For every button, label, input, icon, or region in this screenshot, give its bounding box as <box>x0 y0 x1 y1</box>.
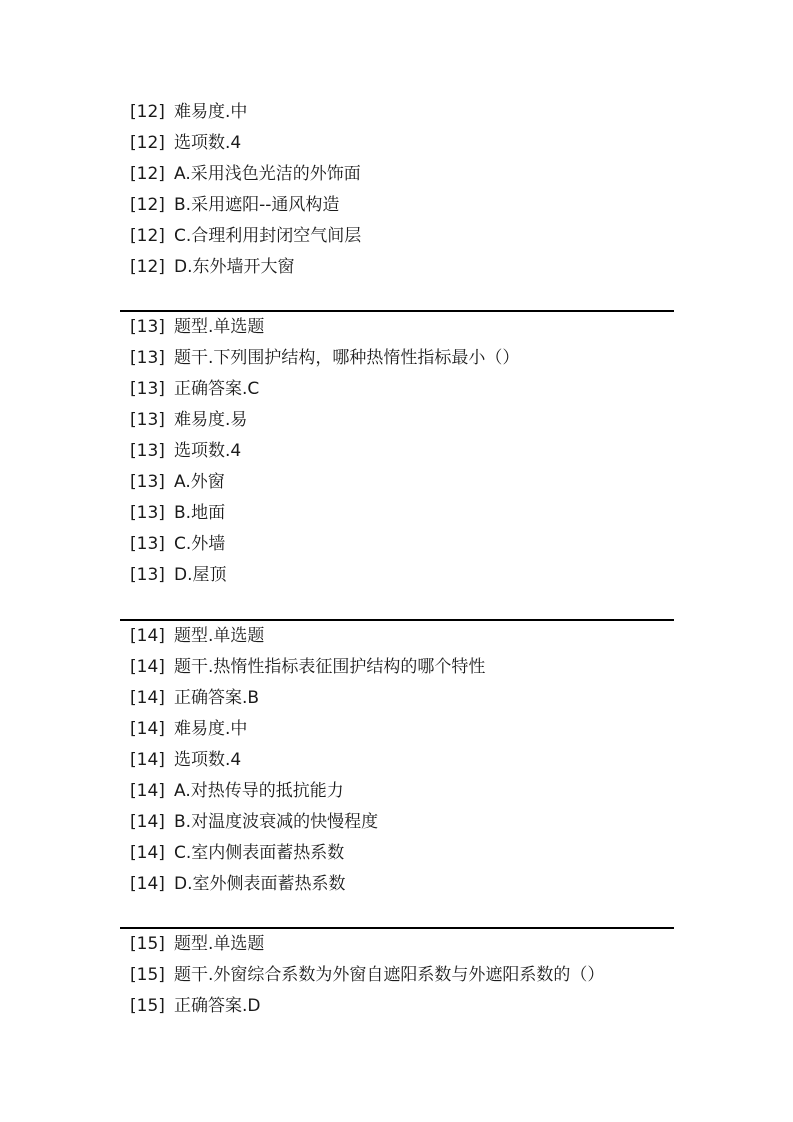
question-text: 正确答案.C <box>174 379 260 399</box>
question-line <box>120 221 674 252</box>
question-line <box>120 991 674 1022</box>
question-text: A.外窗 <box>174 472 225 492</box>
question-line <box>120 190 674 221</box>
question-text: 题干.热惰性指标表征围护结构的哪个特性 <box>174 657 486 677</box>
question-text: A.对热传导的抵抗能力 <box>174 781 344 801</box>
question-line <box>120 312 674 343</box>
question-line <box>120 776 674 807</box>
question-text: B.采用遮阳--通风构造 <box>174 195 340 215</box>
question-number: [12] <box>130 257 165 277</box>
question-number: [14] <box>130 688 165 708</box>
question-text: 选项数.4 <box>174 441 242 461</box>
question-line <box>120 467 674 498</box>
question-line <box>120 745 674 776</box>
question-number: [12] <box>130 102 165 122</box>
question-line <box>120 529 674 560</box>
question-number: [12] <box>130 133 165 153</box>
question-number: [13] <box>130 472 165 492</box>
question-text: 题干.外窗综合系数为外窗自遮阳系数与外遮阳系数的（） <box>174 965 605 985</box>
question-text: A.采用浅色光洁的外饰面 <box>174 164 361 184</box>
question-line <box>120 714 674 745</box>
question-number: [13] <box>130 565 165 585</box>
question-number: [13] <box>130 348 165 368</box>
question-block-12 <box>120 97 674 283</box>
question-number: [14] <box>130 781 165 801</box>
question-text: 选项数.4 <box>174 133 242 153</box>
question-number: [15] <box>130 934 165 954</box>
question-text: B.对温度波衰减的快慢程度 <box>174 812 379 832</box>
question-number: [14] <box>130 657 165 677</box>
question-number: [13] <box>130 534 165 554</box>
question-number: [14] <box>130 874 165 894</box>
question-number: [14] <box>130 812 165 832</box>
question-text: 正确答案.D <box>174 996 261 1016</box>
question-line <box>120 807 674 838</box>
question-number: [13] <box>130 317 165 337</box>
question-text: 正确答案.B <box>174 688 260 708</box>
question-number: [14] <box>130 719 165 739</box>
question-number: [14] <box>130 750 165 770</box>
question-text: 选项数.4 <box>174 750 242 770</box>
question-text: D.屋顶 <box>174 565 227 585</box>
question-number: [14] <box>130 843 165 863</box>
question-text: 题型.单选题 <box>174 934 265 954</box>
question-number: [15] <box>130 965 165 985</box>
question-number: [13] <box>130 410 165 430</box>
question-line <box>120 560 674 591</box>
question-text: 题干.下列围护结构，哪种热惰性指标最小（） <box>174 348 520 368</box>
question-line <box>120 498 674 529</box>
question-text: C.室内侧表面蓄热系数 <box>174 843 345 863</box>
question-line <box>120 128 674 159</box>
question-line <box>120 252 674 283</box>
question-number: [13] <box>130 441 165 461</box>
question-text: 难易度.中 <box>174 102 248 122</box>
question-line <box>120 343 674 374</box>
question-block-15 <box>120 929 674 1022</box>
question-block-13 <box>120 312 674 591</box>
question-line <box>120 436 674 467</box>
question-line <box>120 621 674 652</box>
question-line <box>120 960 674 991</box>
question-number: [12] <box>130 164 165 184</box>
question-text: D.室外侧表面蓄热系数 <box>174 874 346 894</box>
question-text: C.外墙 <box>174 534 226 554</box>
question-line <box>120 97 674 128</box>
question-block-14 <box>120 621 674 900</box>
question-text: D.东外墙开大窗 <box>174 257 295 277</box>
question-text: 难易度.中 <box>174 719 248 739</box>
question-line <box>120 652 674 683</box>
question-line <box>120 929 674 960</box>
question-line <box>120 405 674 436</box>
question-text: 题型.单选题 <box>174 317 265 337</box>
question-line <box>120 869 674 900</box>
question-line <box>120 838 674 869</box>
question-text: C.合理利用封闭空气间层 <box>174 226 362 246</box>
question-line <box>120 159 674 190</box>
question-line <box>120 683 674 714</box>
question-number: [13] <box>130 379 165 399</box>
question-text: 题型.单选题 <box>174 626 265 646</box>
question-number: [12] <box>130 226 165 246</box>
question-text: B.地面 <box>174 503 226 523</box>
question-number: [14] <box>130 626 165 646</box>
question-line <box>120 374 674 405</box>
question-number: [12] <box>130 195 165 215</box>
question-number: [15] <box>130 996 165 1016</box>
question-number: [13] <box>130 503 165 523</box>
question-text: 难易度.易 <box>174 410 248 430</box>
